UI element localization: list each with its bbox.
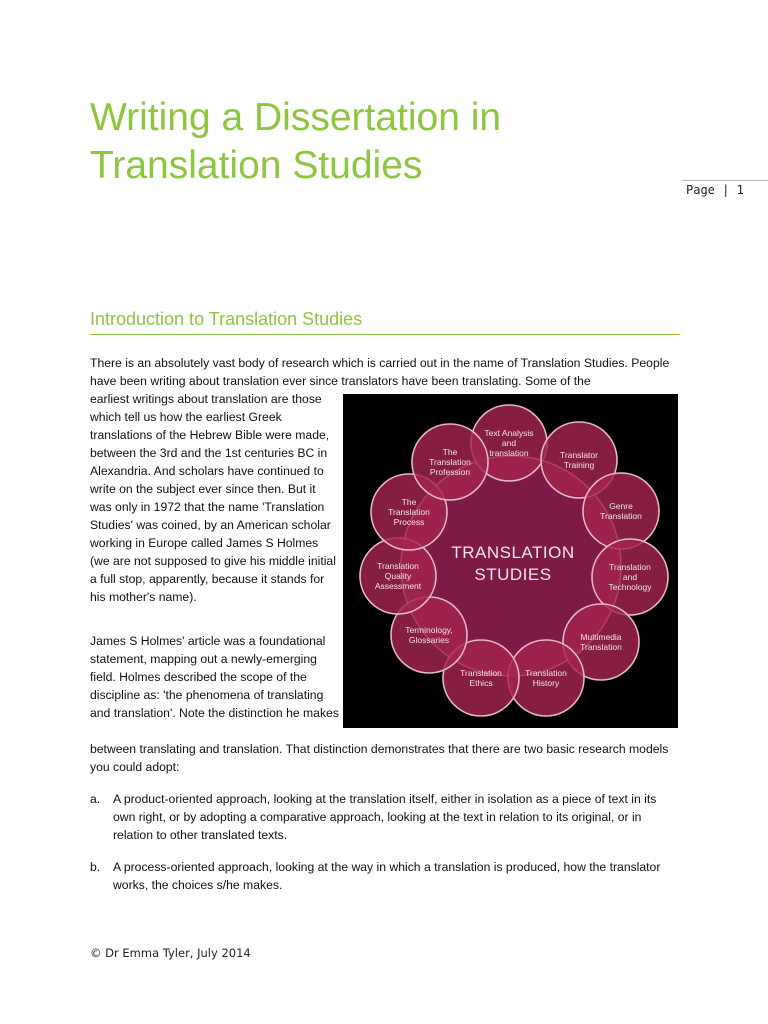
diagram-node-label: Translator bbox=[560, 450, 598, 460]
diagram-node-label: Text Analysis bbox=[484, 428, 534, 438]
paragraph-holmes-full: between translating and translation. That distinction demonstrates that there are two basic research models you could adopt: bbox=[90, 742, 669, 774]
diagram-node-label: Translation bbox=[525, 668, 567, 678]
diagram-node-label: Translation bbox=[600, 511, 642, 521]
diagram-node bbox=[583, 473, 659, 549]
list-item-text: A process-oriented approach, looking at the way in which a translation is produced, how the translator works, the choices s/he makes. bbox=[113, 860, 661, 892]
diagram-node-label: Translation bbox=[609, 562, 651, 572]
list-item-process bbox=[90, 858, 680, 894]
diagram-node-label: Glossaries bbox=[408, 635, 450, 645]
diagram-node-label: Quality bbox=[384, 571, 412, 581]
diagram-node-label: Translation bbox=[377, 561, 419, 571]
diagram-node bbox=[360, 538, 436, 614]
diagram-canvas bbox=[343, 394, 678, 728]
diagram-node-label: Translation bbox=[460, 668, 502, 678]
diagram-node-label: Genre bbox=[609, 501, 633, 511]
list-marker: b. bbox=[90, 860, 101, 874]
diagram-node-label: Multimedia bbox=[580, 632, 622, 642]
footer-copyright: © Dr Emma Tyler, July 2014 bbox=[90, 946, 251, 960]
section-heading: Introduction to Translation Studies bbox=[90, 309, 363, 329]
diagram-node-label: Translation bbox=[580, 642, 622, 652]
diagram-center-label: STUDIES bbox=[474, 565, 552, 584]
translation-studies-diagram bbox=[343, 394, 678, 728]
diagram-node-label: Technology bbox=[608, 582, 652, 592]
diagram-node-label: translation bbox=[489, 448, 529, 458]
page-number: Page | 1 bbox=[686, 183, 744, 197]
diagram-node-label: History bbox=[532, 678, 560, 688]
diagram-node-label: Process bbox=[393, 517, 425, 527]
diagram-node-label: Translation bbox=[388, 507, 430, 517]
section-rule bbox=[90, 334, 680, 335]
diagram-node-label: Profession bbox=[429, 467, 471, 477]
diagram-node-label: Ethics bbox=[469, 678, 493, 688]
diagram-node-label: Assessment bbox=[374, 581, 422, 591]
diagram-node-label: and bbox=[622, 572, 638, 582]
paragraph-holmes-wrapped: James S Holmes' article was a foundational statement, mapping out a newly-emerging field. Holmes described the scope of the discipline as: 'the phenomena of translating and translation'. Note the distinction he makes bbox=[90, 634, 339, 720]
diagram-node-label: and bbox=[501, 438, 517, 448]
diagram-node-label: Terminology, bbox=[405, 625, 453, 635]
paragraph-intro-full: There is an absolutely vast body of research which is carried out in the name of Translation Studies. People have been writing about translation ever since translators have been translating. Some of the bbox=[90, 356, 670, 388]
diagram-node-label: The bbox=[401, 497, 417, 507]
paragraph-intro-wrapped: earliest writings about translation are those which tell us how the earliest Greek translations of the Hebrew Bible were made, between the 3rd and the 1st centuries BC in Alexandria. And scholars have continued to write on the subject ever since then. But it was only in 1972 that the name 'Translation Studies' was coined, by an American scholar working in Europe called James S Holmes (we are not supposed to give his middle initial a full stop, apparently, because it stands for his mother's name). bbox=[90, 392, 336, 604]
list-item-text: A product-oriented approach, looking at the translation itself, either in isolation as a piece of text in its own right, or by adopting a comparative approach, looking at the text in relation to its original, or in relation to other translated texts. bbox=[113, 792, 657, 842]
diagram-node bbox=[412, 424, 488, 500]
diagram-center-label: TRANSLATION bbox=[451, 543, 575, 562]
page-number-rule bbox=[682, 180, 768, 181]
diagram-node-label: The bbox=[442, 447, 458, 457]
list-item-product bbox=[90, 790, 680, 844]
list-marker: a. bbox=[90, 792, 101, 806]
diagram-node-label: Translation bbox=[429, 457, 471, 467]
diagram-node-label: Training bbox=[563, 460, 595, 470]
document-title: Writing a Dissertation in Translation Studies bbox=[90, 96, 502, 187]
